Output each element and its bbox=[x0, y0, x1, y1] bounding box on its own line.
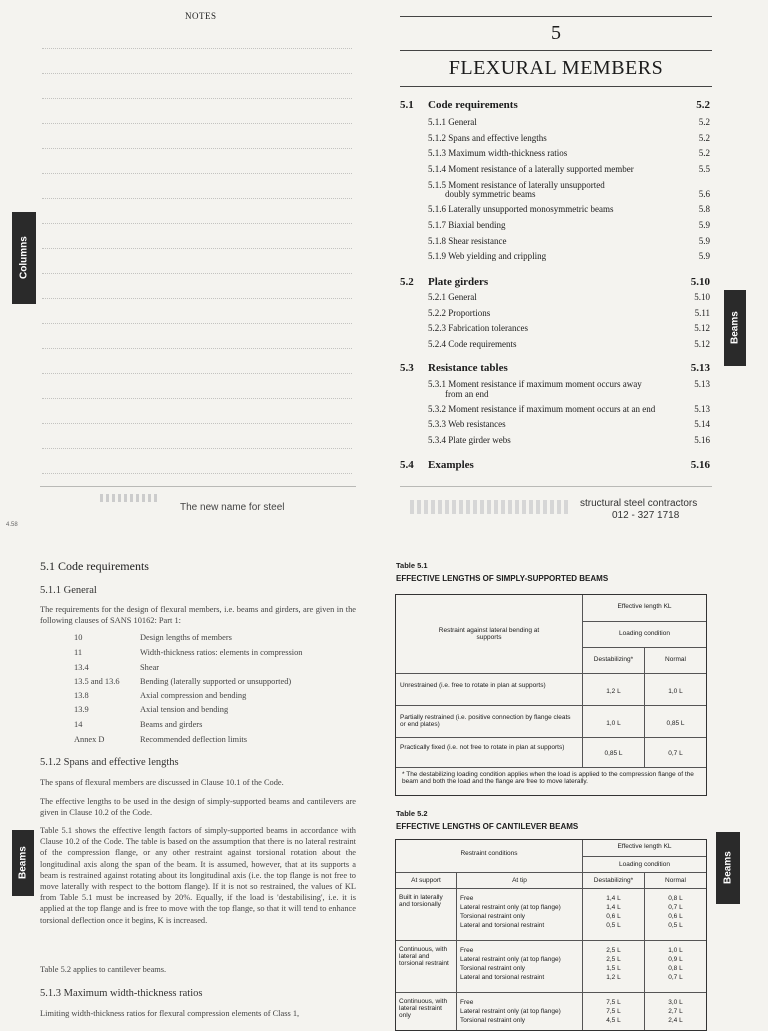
ad-divider-left bbox=[40, 486, 356, 487]
ad-right-logo bbox=[410, 500, 570, 514]
toc-section-page: 5.13 bbox=[690, 362, 710, 374]
toc-item-title: 5.1.7 Biaxial bending bbox=[428, 220, 506, 230]
beams-tab-top bbox=[724, 290, 746, 366]
table-header: Restraint against lateral bending at supports bbox=[438, 627, 540, 641]
table-header: Loading condition bbox=[582, 856, 706, 872]
table-5-1-title: EFFECTIVE LENGTHS OF SIMPLY-SUPPORTED BEAMS bbox=[396, 574, 609, 583]
toc-section-title: Examples bbox=[428, 459, 474, 471]
heading-5-1: 5.1 Code requirements bbox=[40, 559, 149, 573]
toc-item-title: 5.1.5 Moment resistance of laterally unsupported bbox=[428, 180, 605, 190]
paragraph-general: The requirements for the design of flexural members, i.e. beams and girders, are given in the following clauses of SANS 10162: Part 1: bbox=[40, 605, 356, 626]
toc-item-title: 5.1.1 General bbox=[428, 117, 477, 127]
beams-tab-label: Beams bbox=[722, 851, 734, 885]
beams-tab-right bbox=[716, 832, 740, 904]
heading-5-1-3: 5.1.3 Maximum width-thickness ratios bbox=[40, 988, 203, 999]
notes-title: NOTES bbox=[185, 11, 217, 21]
beams-tab-label: Beams bbox=[17, 846, 29, 880]
toc-section-number: 5.2 bbox=[400, 276, 414, 288]
toc-section-number: 5.4 bbox=[400, 459, 414, 471]
toc-item-page: 5.5 bbox=[698, 164, 710, 174]
paragraph-spans: The spans of flexural members are discussed in Clause 10.1 of the Code. bbox=[40, 778, 284, 787]
table-cell-value: 0,85 L bbox=[582, 737, 644, 767]
toc-item-title: doubly symmetric beams bbox=[445, 189, 536, 199]
ad-left-logo bbox=[100, 494, 160, 502]
toc-section-page: 5.10 bbox=[690, 276, 710, 288]
chapter-bottom-rule bbox=[400, 86, 712, 87]
toc-item-page: 5.12 bbox=[694, 323, 710, 333]
toc-section-page: 5.16 bbox=[690, 459, 710, 471]
table-cell-desc: Practically fixed (i.e. not free to rotate in plan at supports) bbox=[396, 737, 582, 767]
toc-item-page: 5.13 bbox=[694, 379, 710, 389]
toc-item-title: 5.3.3 Web resistances bbox=[428, 419, 506, 429]
table-cell-value: 1,0 L 0,9 L 0,8 L 0,7 L bbox=[644, 940, 706, 992]
toc-item-title: 5.1.4 Moment resistance of a laterally supported member bbox=[428, 164, 634, 174]
table-header: Normal bbox=[644, 647, 706, 673]
toc-item-page: 5.8 bbox=[698, 204, 710, 214]
chapter-number: 5 bbox=[551, 22, 561, 44]
table-cell-value: 0,8 L 0,7 L 0,6 L 0,5 L bbox=[644, 888, 706, 940]
table-cell-value: 0,85 L bbox=[644, 705, 706, 737]
columns-tab-label: Columns bbox=[18, 236, 30, 280]
chapter-title: FLEXURAL MEMBERS bbox=[448, 57, 664, 79]
table-cell-desc: Partially restrained (i.e. positive connection by flange cleats or end plates) bbox=[396, 705, 582, 737]
beams-tab-left bbox=[12, 830, 34, 896]
toc-section-page: 5.2 bbox=[696, 99, 710, 111]
toc-item-page: 5.12 bbox=[694, 339, 710, 349]
table-cell-value: 7,5 L 7,5 L 4,5 L bbox=[582, 992, 644, 1030]
toc-item-page: 5.11 bbox=[694, 308, 710, 318]
toc-item-page: 5.13 bbox=[694, 404, 710, 414]
toc-item-title: 5.2.3 Fabrication tolerances bbox=[428, 323, 528, 333]
page-number: 4.58 bbox=[6, 522, 18, 528]
table-cell-support: Continuous, with lateral and torsional restraint bbox=[396, 940, 456, 992]
toc-item-page: 5.9 bbox=[698, 236, 710, 246]
toc-item-title: 5.2.1 General bbox=[428, 292, 477, 302]
table-5-2 bbox=[395, 839, 707, 1031]
table-cell-value: 0,7 L bbox=[644, 737, 706, 767]
chapter-mid-rule bbox=[400, 50, 712, 51]
table-cell-desc: Unrestrained (i.e. free to rotate in plan at supports) bbox=[396, 673, 582, 705]
toc-item-title: from an end bbox=[445, 389, 489, 399]
ad-right-company: structural steel contractors bbox=[580, 498, 698, 509]
table-header: Effective length KL bbox=[582, 595, 706, 621]
table-5-2-title: EFFECTIVE LENGTHS OF CANTILEVER BEAMS bbox=[396, 822, 579, 831]
toc-item-title: 5.1.3 Maximum width-thickness ratios bbox=[428, 148, 568, 158]
paragraph-table-5-1: Table 5.1 shows the effective length factors of simply-supported beams in accordance with Clause 10.2 of the Code. The table is based on the assumption that there is no lateral restraint of the compression flange, or any other restraint against torsional rotation about the longitudinal axis along the span of the beam. It is assumed, however, that at its supports a beam is restrained against rotating about its longitudinal axis (i.e. the top flange is not free to move laterally with respect to the bottom flange). If it is not so restrained, the values of KL from Table 5.1 must be increased by 20%. Equally, if the load is 'destabilising', i.e. it is applied at the top flange and is free to move with the top flange, so that it will tend to enhance torsional deflection once it begins, K is increased. bbox=[40, 826, 356, 925]
columns-tab bbox=[12, 212, 36, 304]
toc-item-title: 5.2.2 Proportions bbox=[428, 308, 491, 318]
toc-section-number: 5.1 bbox=[400, 99, 414, 111]
table-5-1-label: Table 5.1 bbox=[396, 561, 428, 570]
paragraph-table-5-2: Table 5.2 applies to cantilever beams. bbox=[40, 965, 167, 974]
toc-item-page: 5.9 bbox=[698, 251, 710, 261]
table-5-1 bbox=[395, 594, 707, 796]
table-cell-support: Built in laterally and torsionally bbox=[396, 888, 456, 940]
toc-item-page: 5.2 bbox=[698, 117, 710, 127]
table-cell-value: 1,4 L 1,4 L 0,6 L 0,5 L bbox=[582, 888, 644, 940]
table-5-2-label: Table 5.2 bbox=[396, 809, 428, 818]
table-header: Effective length KL bbox=[582, 840, 706, 856]
table-header: At tip bbox=[456, 872, 582, 888]
toc-item-page: 5.6 bbox=[698, 189, 710, 199]
chapter-top-rule bbox=[400, 16, 712, 17]
toc-item-page: 5.16 bbox=[694, 435, 710, 445]
table-cell-value: 1,0 L bbox=[644, 673, 706, 705]
table-header: Loading condition bbox=[582, 621, 706, 647]
table-header: Normal bbox=[644, 872, 706, 888]
table-cell-value: 3,0 L 2,7 L 2,4 L bbox=[644, 992, 706, 1030]
beams-tab-label: Beams bbox=[729, 311, 741, 345]
toc-item-page: 5.2 bbox=[698, 133, 710, 143]
ad-right-phone: 012 - 327 1718 bbox=[612, 510, 680, 521]
toc-item-title: 5.1.8 Shear resistance bbox=[428, 236, 507, 246]
table-header: Destabilizing* bbox=[582, 872, 644, 888]
table-cell-tip: Free Lateral restraint only (at top flange) Torsional restraint only Lateral and torsional restraint bbox=[456, 940, 582, 992]
table-header: Restraint conditions bbox=[460, 850, 518, 857]
toc-section-title: Code requirements bbox=[428, 99, 518, 111]
toc-item-page: 5.10 bbox=[694, 292, 710, 302]
toc-item-page: 5.9 bbox=[698, 220, 710, 230]
toc-item-title: 5.3.2 Moment resistance if maximum moment occurs at an end bbox=[428, 404, 656, 414]
toc-item-title: 5.2.4 Code requirements bbox=[428, 339, 517, 349]
toc-section-title: Plate girders bbox=[428, 276, 489, 288]
paragraph-limiting: Limiting width-thickness ratios for flexural compression elements of Class 1, bbox=[40, 1009, 300, 1018]
toc-item-title: 5.1.6 Laterally unsupported monosymmetric beams bbox=[428, 204, 614, 214]
ad-left-tagline: The new name for steel bbox=[180, 502, 285, 513]
heading-5-1-2: 5.1.2 Spans and effective lengths bbox=[40, 757, 179, 768]
table-footnote: * The destabilizing loading condition applies when the load is applied to the compression flange of the beam and both the load and the flange are free to move laterally. bbox=[396, 767, 706, 795]
toc-section-title: Resistance tables bbox=[428, 362, 508, 374]
table-cell-value: 1,0 L bbox=[582, 705, 644, 737]
ad-divider-right bbox=[400, 486, 712, 487]
toc-item-title: 5.1.9 Web yielding and crippling bbox=[428, 251, 547, 261]
table-cell-tip: Free Lateral restraint only (at top flange) Torsional restraint only bbox=[456, 992, 582, 1030]
toc-item-title: 5.3.4 Plate girder webs bbox=[428, 435, 511, 445]
table-cell-value: 2,5 L 2,5 L 1,5 L 1,2 L bbox=[582, 940, 644, 992]
toc-item-page: 5.2 bbox=[698, 148, 710, 158]
table-header: Destabilizing* bbox=[582, 647, 644, 673]
paragraph-effective-lengths: The effective lengths to be used in the design of simply-supported beams and cantilevers are given in Clause 10.2 of the Code. bbox=[40, 797, 356, 818]
toc-item-title: 5.1.2 Spans and effective lengths bbox=[428, 133, 547, 143]
toc-item-title: 5.3.1 Moment resistance if maximum moment occurs away bbox=[428, 379, 642, 389]
heading-5-1-1: 5.1.1 General bbox=[40, 585, 97, 596]
table-cell-tip: Free Lateral restraint only (at top flange) Torsional restraint only Lateral and torsional restraint bbox=[456, 888, 582, 940]
toc-section-number: 5.3 bbox=[400, 362, 414, 374]
toc-item-page: 5.14 bbox=[694, 419, 710, 429]
table-cell-value: 1,2 L bbox=[582, 673, 644, 705]
table-cell-support: Continuous, with lateral restraint only bbox=[396, 992, 456, 1030]
table-header: At support bbox=[396, 872, 456, 888]
